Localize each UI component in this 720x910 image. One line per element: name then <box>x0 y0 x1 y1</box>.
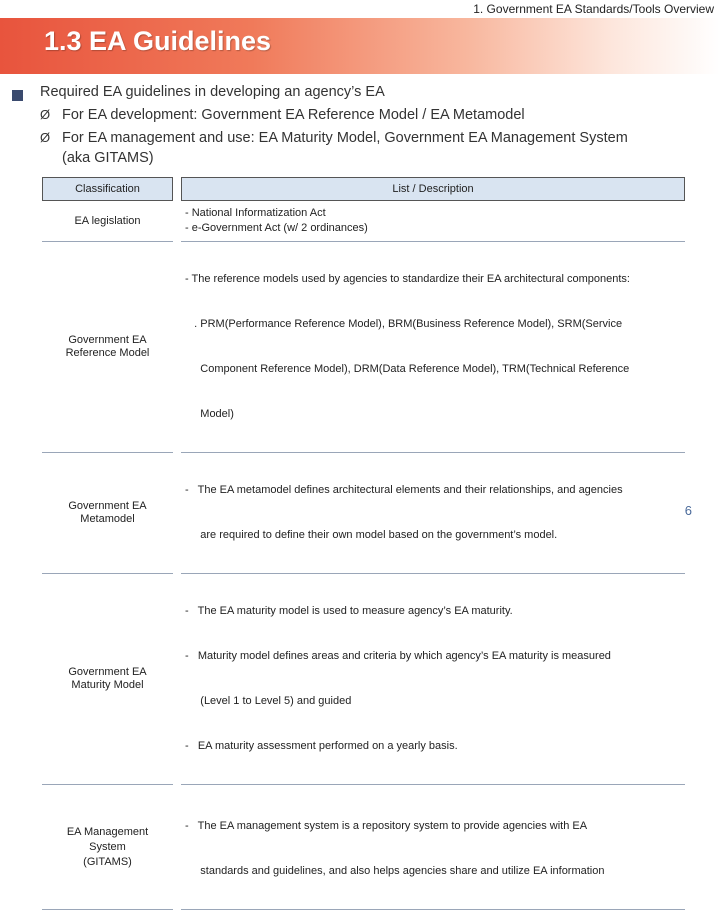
classification-cell <box>42 785 173 910</box>
arrow-bullet-icon: Ø <box>40 107 51 122</box>
bullet-item <box>40 128 710 172</box>
ea-guidelines-table <box>42 177 685 910</box>
cell-line: (Level 1 to Level 5) and guided <box>185 695 352 707</box>
bullet-text: For EA development: Government EA Reference Model / EA Metamodel <box>62 107 525 123</box>
table-row <box>42 242 685 453</box>
page-title: 1.3 EA Guidelines <box>44 26 272 56</box>
cell-line: are required to define their own model based on the government’s model. <box>185 529 558 541</box>
cell-line: Component Reference Model), DRM(Data Reference Model), TRM(Technical Reference <box>185 363 630 375</box>
cell-line: - The EA maturity model is used to measure agency’s EA maturity. <box>185 605 513 617</box>
page-number: 6 <box>684 503 692 518</box>
cell-line: Metamodel <box>80 513 135 525</box>
cell-line: (GITAMS) <box>83 855 132 868</box>
cell-line: - The EA metamodel defines architectural elements and their relationships, and agencies <box>185 484 623 496</box>
cell-line: - The EA management system is a repository system to provide agencies with EA <box>185 820 588 832</box>
description-cell <box>181 785 685 910</box>
table-row <box>42 201 685 242</box>
table-row <box>42 785 685 910</box>
bullet-text-line: For EA management and use: EA Maturity Model, Government EA Management System <box>62 130 628 146</box>
header-description: List / Description <box>181 177 685 201</box>
intro-text: Required EA guidelines in developing an agency’s EA <box>40 84 385 100</box>
classification-cell <box>42 242 173 453</box>
cell-line: EA Management <box>66 825 149 838</box>
cell-line: Government EA <box>68 666 147 678</box>
cell-line: - National Informatization Act <box>185 207 326 219</box>
classification-cell <box>42 201 173 242</box>
description-cell <box>181 574 685 785</box>
cell-line: Government EA <box>68 500 147 512</box>
cell-line: standards and guidelines, and also helps agencies share and utilize EA information <box>185 865 605 877</box>
cell-line: Model) <box>185 408 234 420</box>
cell-line: System <box>89 840 126 853</box>
description-cell <box>181 453 685 574</box>
bullet-text <box>62 128 628 168</box>
description-cell <box>181 242 685 453</box>
cell-line: - e-Government Act (w/ 2 ordinances) <box>185 222 368 234</box>
cell-line: Reference Model <box>65 347 150 359</box>
arrow-bullet-icon: Ø <box>40 130 51 145</box>
cell-line: . PRM(Performance Reference Model), BRM(Business Reference Model), SRM(Service <box>185 318 623 330</box>
section-header: 1. Government EA Standards/Tools Overview <box>473 2 714 16</box>
classification-cell <box>42 453 173 574</box>
cell-line: Government EA <box>68 334 147 346</box>
table-header-row <box>42 177 685 201</box>
cell-line: Maturity Model <box>71 679 144 691</box>
bullet-text-line: (aka GITAMS) <box>62 150 154 166</box>
cell-line: - Maturity model defines areas and criteria by which agency’s EA maturity is measured <box>185 650 611 662</box>
classification-cell <box>42 574 173 785</box>
bullet-square-icon <box>12 90 23 101</box>
cell-line: - EA maturity assessment performed on a yearly basis. <box>185 740 458 752</box>
description-cell <box>181 201 685 242</box>
cell-line: EA legislation <box>74 214 141 227</box>
table-row <box>42 453 685 574</box>
cell-line: - The reference models used by agencies to standardize their EA architectural components: <box>185 273 630 285</box>
header-classification: Classification <box>42 177 173 201</box>
bullet-item <box>40 105 700 127</box>
table-row <box>42 574 685 785</box>
